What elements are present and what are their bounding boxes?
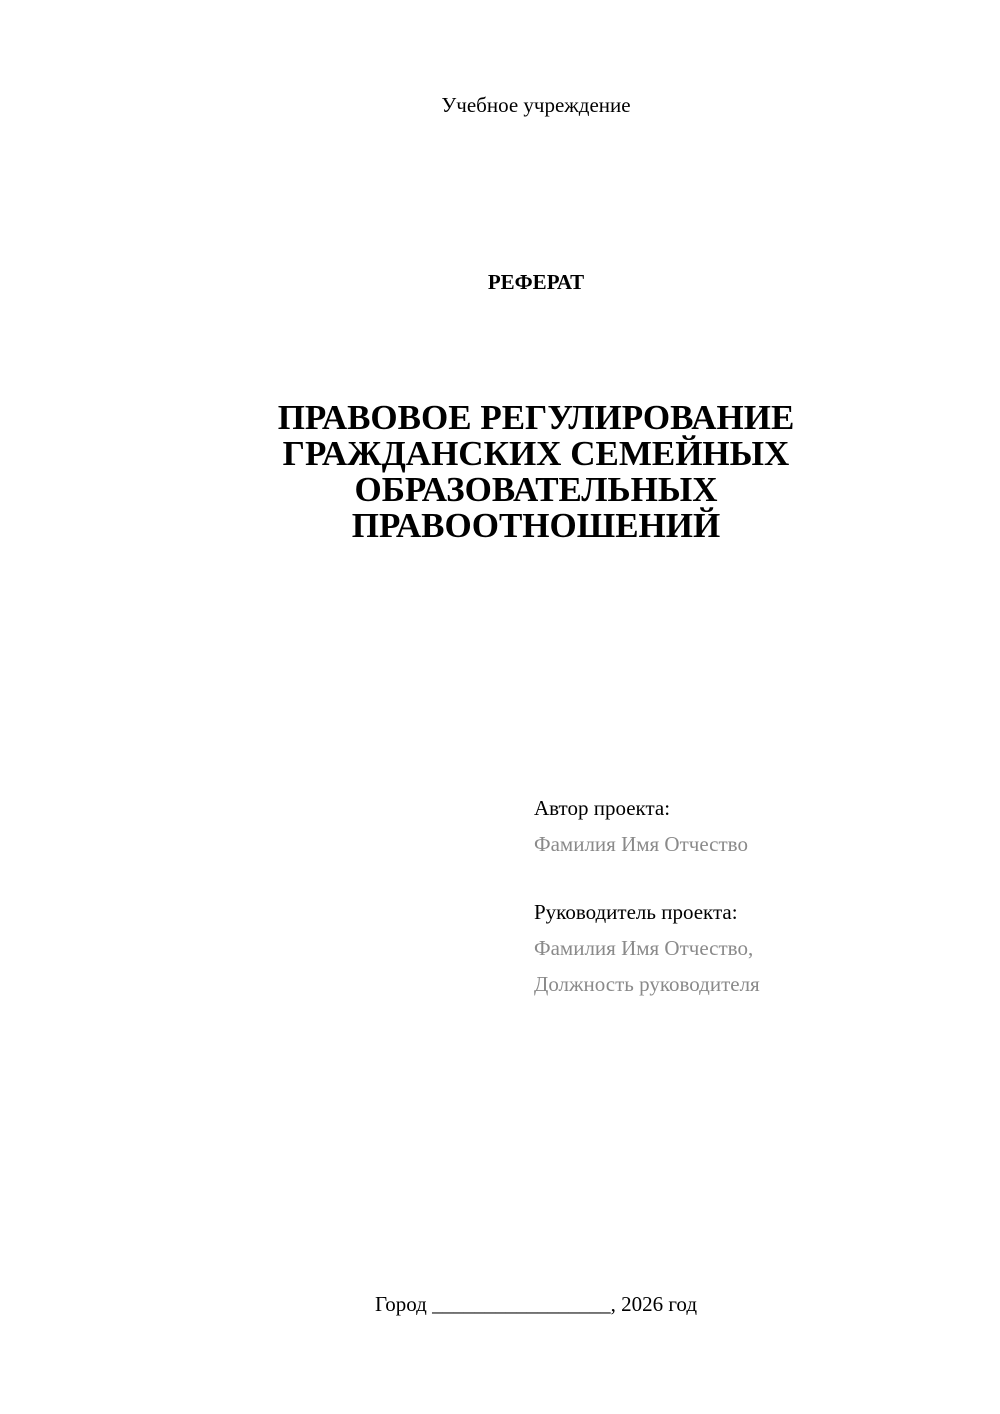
institution-name: Учебное учреждение (441, 93, 631, 117)
supervisor-block (534, 894, 760, 1002)
document-title (200, 400, 872, 544)
author-block (534, 790, 748, 862)
title-line: ГРАЖДАНСКИХ СЕМЕЙНЫХ (282, 434, 790, 473)
title-line: ПРАВООТНОШЕНИЙ (351, 506, 721, 545)
supervisor-position-placeholder: Должность руководителя (534, 972, 760, 996)
supervisor-label: Руководитель проекта: (534, 900, 738, 924)
city-year-line: Город _________________, 2026 год (374, 1292, 698, 1316)
author-label: Автор проекта: (534, 796, 671, 820)
author-name-placeholder: Фамилия Имя Отчество (534, 832, 748, 856)
supervisor-name-placeholder: Фамилия Имя Отчество, (534, 936, 754, 960)
title-line: ОБРАЗОВАТЕЛЬНЫХ (354, 470, 718, 509)
title-line: ПРАВОВОЕ РЕГУЛИРОВАНИЕ (277, 398, 795, 437)
document-type: РЕФЕРАТ (487, 270, 585, 294)
